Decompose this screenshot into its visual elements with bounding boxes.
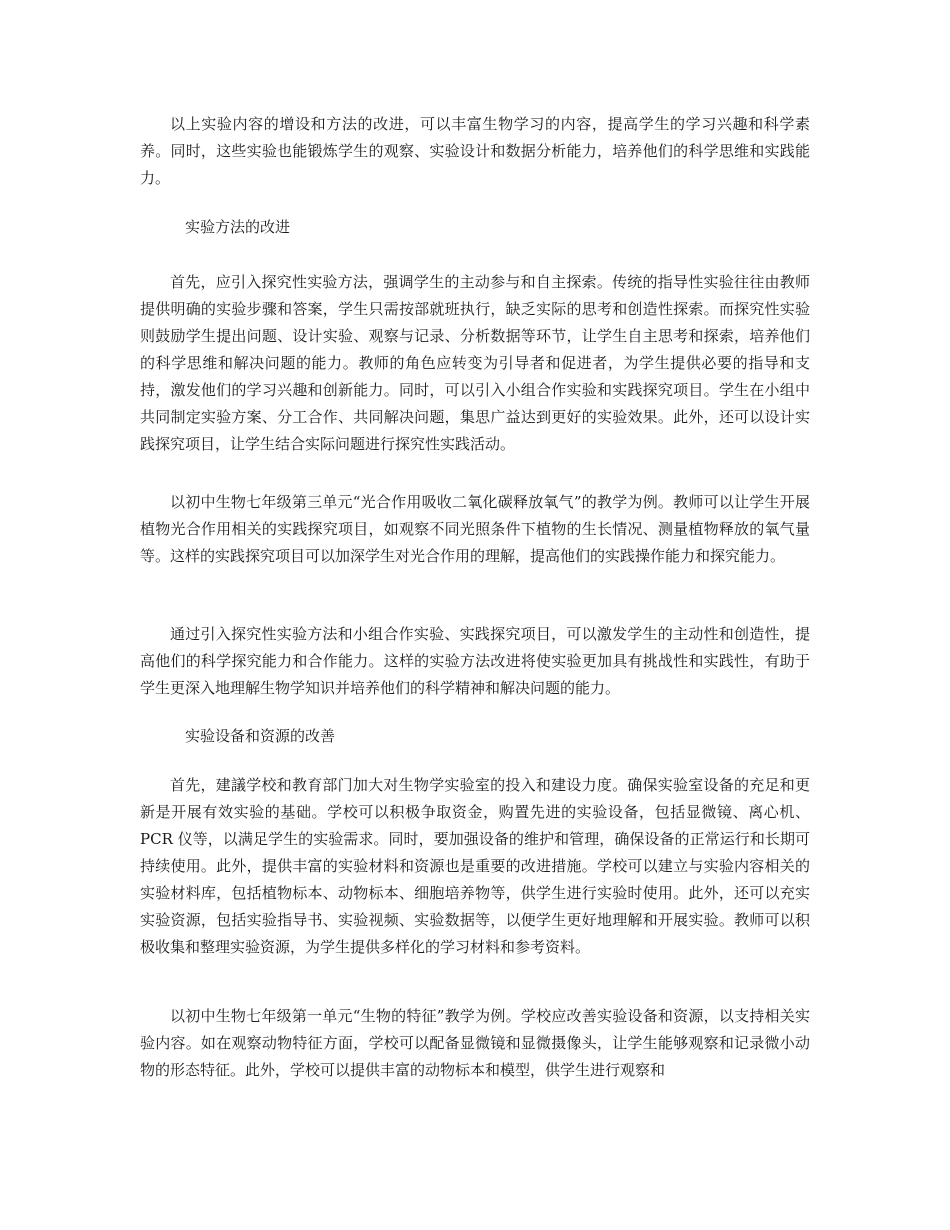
paragraph-equipment: 首先，建議学校和教育部门加大对生物学实验室的投入和建设力度。确保实验室设备的充足和更新是开展有效实验的基础。学校可以积极争取资金，购置先进的实验设备，包括显微镜、离心机、PCR 仪等，以满足学生的实验需求。同时，要加强设备的维护和管理，确保设备的正常运行和长期可持续使用。此外，提供丰富的实验材料和资源也是重要的改进措施。学校可以建立与实验内容相关的实验材料库，包括植物标本、动物标本、细胞培养物等，供学生进行实验时使用。此外，还可以充实实验资源，包括实验指导书、实验视频、实验数据等，以便学生更好地理解和开展实验。教师可以积极收集和整理实验资源，为学生提供多样化的学习材料和参考资料。: [140, 776, 810, 956]
section-heading-equipment: 实验设备和资源的改善: [185, 727, 336, 745]
paragraph-intro: 以上实验内容的增设和方法的改进，可以丰富生物学习的内容，提高学生的学习兴趣和科学素养。同时，这些实验也能锻炼学生的观察、实验设计和数据分析能力，培养他们的科学思维和实践能力。: [140, 115, 810, 187]
paragraph-inquiry-method: 首先，应引入探究性实验方法，强调学生的主动参与和自主探索。传统的指导性实验往往由教师提供明确的实验步骤和答案，学生只需按部就班执行，缺乏实际的思考和创造性探索。而探究性实验则鼓励学生提出问题、设计实验、观察与记录、分析数据等环节，让学生自主思考和探索，培养他们的科学思维和解决问题的能力。教师的角色应转变为引导者和促进者，为学生提供必要的指导和支持，激发他们的学习兴趣和创新能力。同时，可以引入小组合作实验和实践探究项目。学生在小组中共同制定实验方案、分工合作、共同解决问题，集思广益达到更好的实验效果。此外，还可以设计实践探究项目，让学生结合实际问题进行探究性实践活动。: [140, 273, 810, 453]
section-heading-method: 实验方法的改进: [185, 218, 291, 236]
paragraph-method-summary: 通过引入探究性实验方法和小组合作实验、实践探究项目，可以激发学生的主动性和创造性，提高他们的科学探究能力和合作能力。这样的实验方法改进将使实验更加具有挑战性和实践性，有助于学生更深入地理解生物学知识并培养他们的科学精神和解决问题的能力。: [140, 625, 810, 697]
paragraph-characteristics-example: 以初中生物七年级第一单元“生物的特征”教学为例。学校应改善实验设备和资源，以支持相关实验内容。如在观察动物特征方面，学校可以配备显微镜和显微摄像头，让学生能够观察和记录微小动物的形态特征。此外，学校可以提供丰富的动物标本和模型，供学生进行观察和: [140, 1007, 810, 1079]
paragraph-photosynthesis-example: 以初中生物七年级第三单元“光合作用吸收二氧化碳释放氧气”的教学为例。教师可以让学生开展植物光合作用相关的实践探究项目，如观察不同光照条件下植物的生长情况、测量植物释放的氧气量等。这样的实践探究项目可以加深学生对光合作用的理解，提高他们的实践操作能力和探究能力。: [140, 493, 810, 565]
